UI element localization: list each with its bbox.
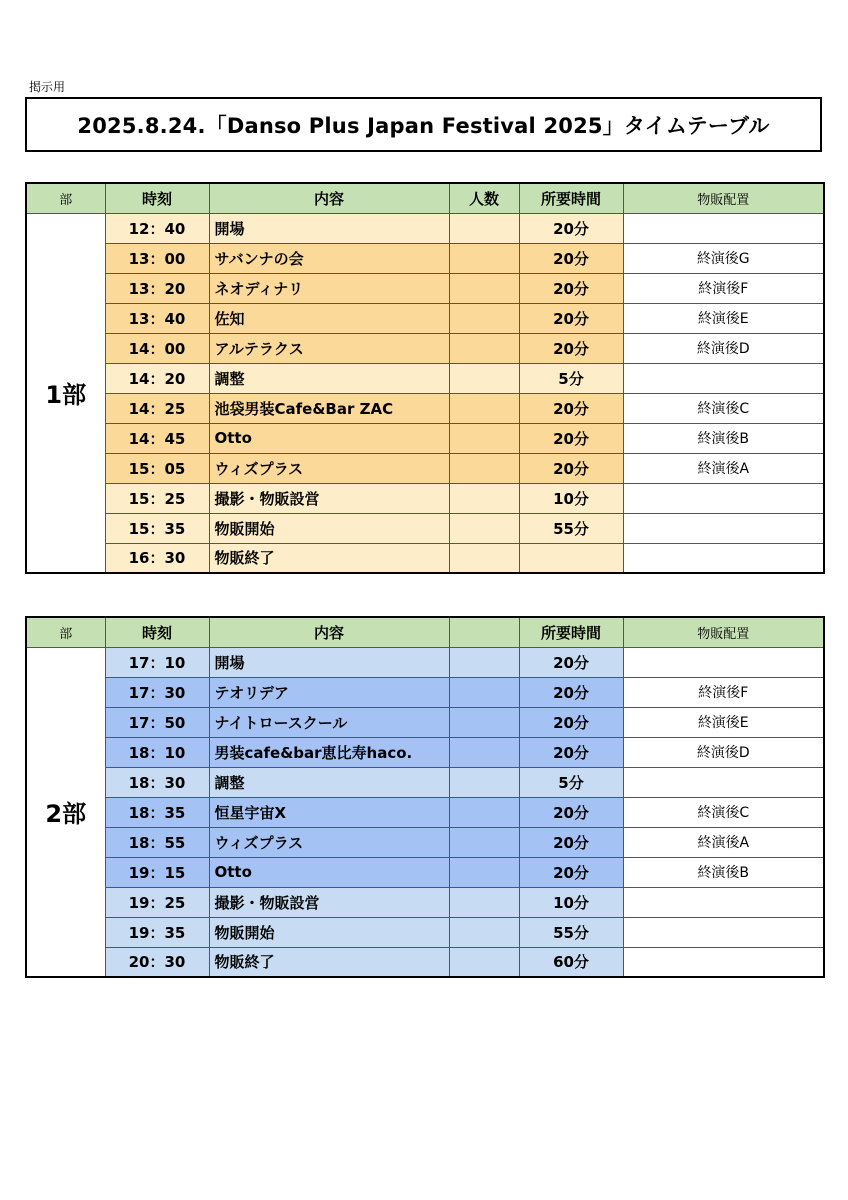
timetable-part1 [25,182,825,574]
merch-cell: 終演後F [623,273,824,303]
duration-cell: 20分 [519,243,623,273]
people-cell [449,947,519,977]
time-cell: 15：05 [105,453,209,483]
merch-cell: 終演後B [623,857,824,887]
duration-cell: 10分 [519,483,623,513]
table-row [26,857,824,887]
table-row [26,647,824,677]
header-duration: 所要時間 [519,183,623,213]
table-row [26,213,824,243]
table-row [26,393,824,423]
content-cell: アルテラクス [209,333,449,363]
table-header [26,183,824,213]
time-cell: 19：35 [105,917,209,947]
time-cell: 14：45 [105,423,209,453]
duration-cell: 20分 [519,797,623,827]
merch-cell [623,513,824,543]
content-cell: Otto [209,857,449,887]
merch-cell: 終演後A [623,453,824,483]
time-cell: 20：30 [105,947,209,977]
header-part: 部 [26,183,105,213]
table-row [26,423,824,453]
duration-cell [519,543,623,573]
table-row [26,887,824,917]
time-cell: 12：40 [105,213,209,243]
content-cell: 佐知 [209,303,449,333]
table-row [26,947,824,977]
people-cell [449,797,519,827]
table-row [26,513,824,543]
time-cell: 14：00 [105,333,209,363]
duration-cell: 5分 [519,363,623,393]
duration-cell: 20分 [519,737,623,767]
merch-cell: 終演後A [623,827,824,857]
merch-cell: 終演後E [623,303,824,333]
time-cell: 17：10 [105,647,209,677]
content-cell: Otto [209,423,449,453]
header-time: 時刻 [105,617,209,647]
part-label: 1部 [26,213,105,573]
table-row [26,767,824,797]
header-merch: 物販配置 [623,617,824,647]
time-cell: 18：10 [105,737,209,767]
table-header [26,617,824,647]
content-cell: 男装cafe&bar恵比寿haco. [209,737,449,767]
merch-cell [623,647,824,677]
people-cell [449,513,519,543]
duration-cell: 20分 [519,393,623,423]
merch-cell [623,363,824,393]
time-cell: 18：30 [105,767,209,797]
header-people: 人数 [449,183,519,213]
time-cell: 16：30 [105,543,209,573]
people-cell [449,423,519,453]
duration-cell: 20分 [519,423,623,453]
merch-cell [623,947,824,977]
duration-cell: 20分 [519,647,623,677]
people-cell [449,243,519,273]
people-cell [449,677,519,707]
time-cell: 18：55 [105,827,209,857]
people-cell [449,543,519,573]
people-cell [449,767,519,797]
people-cell [449,363,519,393]
duration-cell: 20分 [519,827,623,857]
time-cell: 17：30 [105,677,209,707]
people-cell [449,707,519,737]
time-cell: 14：20 [105,363,209,393]
content-cell: 撮影・物販設営 [209,887,449,917]
people-cell [449,303,519,333]
table-row [26,797,824,827]
header-duration: 所要時間 [519,617,623,647]
time-cell: 13：40 [105,303,209,333]
time-cell: 19：15 [105,857,209,887]
content-cell: 撮影・物販設営 [209,483,449,513]
merch-cell [623,887,824,917]
header-content: 内容 [209,183,449,213]
duration-cell: 20分 [519,857,623,887]
duration-cell: 55分 [519,917,623,947]
page-title-text: 2025.8.24.「Danso Plus Japan Festival 2025」タイムテーブル [77,113,770,138]
time-cell: 14：25 [105,393,209,423]
people-cell [449,483,519,513]
time-cell: 19：25 [105,887,209,917]
people-cell [449,647,519,677]
content-cell: 物販終了 [209,947,449,977]
table-row [26,543,824,573]
content-cell: 池袋男装Cafe&Bar ZAC [209,393,449,423]
people-cell [449,273,519,303]
content-cell: 物販開始 [209,917,449,947]
table-row [26,333,824,363]
people-cell [449,333,519,363]
content-cell: 調整 [209,767,449,797]
duration-cell: 60分 [519,947,623,977]
people-cell [449,453,519,483]
people-cell [449,213,519,243]
duration-cell: 20分 [519,213,623,243]
merch-cell: 終演後G [623,243,824,273]
content-cell: ウィズプラス [209,827,449,857]
merch-cell: 終演後F [623,677,824,707]
merch-cell: 終演後D [623,333,824,363]
people-cell [449,917,519,947]
time-cell: 13：00 [105,243,209,273]
content-cell: 開場 [209,213,449,243]
content-cell: 調整 [209,363,449,393]
people-cell [449,887,519,917]
time-cell: 13：20 [105,273,209,303]
content-cell: 物販終了 [209,543,449,573]
merch-cell: 終演後B [623,423,824,453]
time-cell: 18：35 [105,797,209,827]
table-row [26,453,824,483]
table-row [26,483,824,513]
duration-cell: 20分 [519,677,623,707]
people-cell [449,737,519,767]
duration-cell: 55分 [519,513,623,543]
content-cell: ウィズプラス [209,453,449,483]
timetable-part2 [25,616,825,978]
duration-cell: 20分 [519,453,623,483]
header-time: 時刻 [105,183,209,213]
content-cell: 恒星宇宙X [209,797,449,827]
time-cell: 17：50 [105,707,209,737]
people-cell [449,827,519,857]
time-cell: 15：25 [105,483,209,513]
content-cell: ナイトロースクール [209,707,449,737]
page-title [25,97,822,152]
table-row [26,827,824,857]
table-row [26,273,824,303]
content-cell: ネオディナリ [209,273,449,303]
merch-cell: 終演後C [623,797,824,827]
duration-cell: 20分 [519,273,623,303]
merch-cell: 終演後C [623,393,824,423]
table-row [26,707,824,737]
duration-cell: 20分 [519,707,623,737]
merch-cell: 終演後D [623,737,824,767]
table-row [26,363,824,393]
people-cell [449,393,519,423]
merch-cell [623,483,824,513]
table-row [26,737,824,767]
notice-label: 掲示用 [29,80,66,94]
header-people [449,617,519,647]
header-content: 内容 [209,617,449,647]
duration-cell: 5分 [519,767,623,797]
content-cell: サバンナの会 [209,243,449,273]
table-row [26,917,824,947]
duration-cell: 20分 [519,333,623,363]
header-part: 部 [26,617,105,647]
table-row [26,243,824,273]
part-label: 2部 [26,647,105,977]
duration-cell: 10分 [519,887,623,917]
merch-cell [623,767,824,797]
table-row [26,303,824,333]
merch-cell [623,543,824,573]
merch-cell [623,917,824,947]
people-cell [449,857,519,887]
merch-cell [623,213,824,243]
merch-cell: 終演後E [623,707,824,737]
time-cell: 15：35 [105,513,209,543]
duration-cell: 20分 [519,303,623,333]
content-cell: 物販開始 [209,513,449,543]
header-merch: 物販配置 [623,183,824,213]
table-row [26,677,824,707]
content-cell: 開場 [209,647,449,677]
content-cell: テオリデア [209,677,449,707]
